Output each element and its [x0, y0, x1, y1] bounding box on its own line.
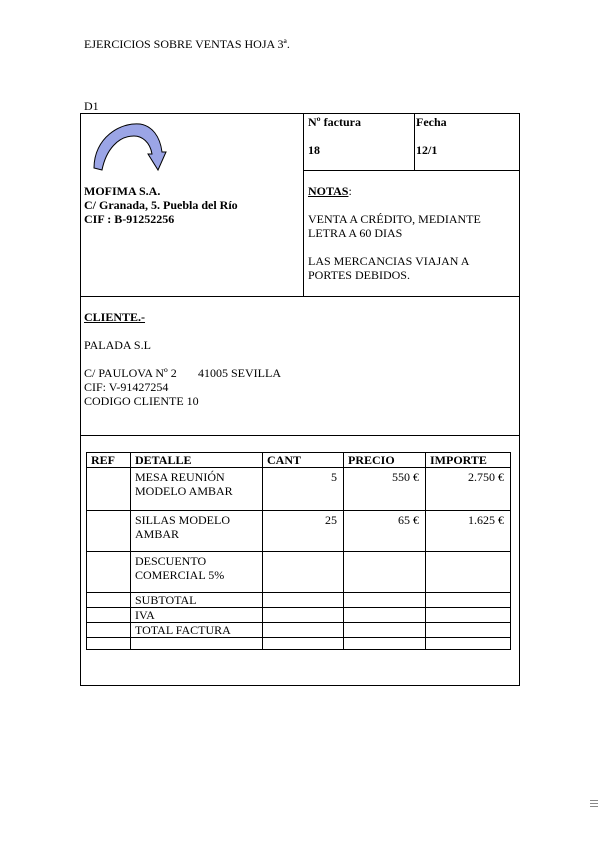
- company-address: C/ Granada, 5. Puebla del Río: [84, 198, 238, 212]
- header-divider-vertical: [303, 114, 304, 296]
- company-client-divider: [81, 296, 520, 297]
- invoice-date: 12/1: [416, 143, 438, 157]
- document-title: EJERCICIOS SOBRE VENTAS HOJA 3ª.: [84, 37, 290, 51]
- invoice-number-label: Nº factura: [308, 115, 361, 129]
- notes-line-1a: VENTA A CRÉDITO, MEDIANTE: [308, 212, 481, 226]
- row-price: 550 €: [344, 468, 426, 511]
- row-amount: 2.750 €: [426, 468, 511, 511]
- iva-label: IVA: [131, 608, 263, 623]
- row-ref: [87, 552, 131, 593]
- client-label: CLIENTE.-: [84, 310, 146, 324]
- client-table-divider: [81, 435, 520, 436]
- notes-heading: [308, 184, 352, 198]
- invoice-items-table: [86, 452, 511, 650]
- header-detail: DETALLE: [131, 453, 263, 468]
- total-row: [87, 623, 511, 638]
- invoice-number: 18: [308, 143, 320, 157]
- invoice-info-divider: [303, 170, 520, 171]
- table-row: [87, 552, 511, 593]
- subtotal-row: [87, 593, 511, 608]
- notes-label: NOTAS: [308, 184, 349, 198]
- iva-row: [87, 608, 511, 623]
- invoice-date-label: Fecha: [416, 115, 447, 129]
- row-detail-line: SILLAS MODELO: [135, 513, 230, 527]
- notes-colon: :: [348, 184, 352, 198]
- row-price: [344, 552, 426, 593]
- row-amount: [426, 552, 511, 593]
- row-detail-line: MODELO AMBAR: [135, 484, 233, 498]
- header-price: PRECIO: [344, 453, 426, 468]
- client-name: PALADA S.L: [84, 338, 151, 352]
- subtotal-label: SUBTOTAL: [131, 593, 263, 608]
- client-city: 41005 SEVILLA: [198, 366, 281, 380]
- notes-line-2a: LAS MERCANCIAS VIAJAN A: [308, 254, 470, 268]
- row-detail-line: AMBAR: [135, 527, 180, 541]
- row-detail-line: DESCUENTO: [135, 554, 207, 568]
- total-label: TOTAL FACTURA: [131, 623, 263, 638]
- row-qty: 25: [263, 511, 344, 552]
- company-logo-icon: [90, 118, 168, 176]
- notes-line-1b: LETRA A 60 DIAS: [308, 226, 403, 240]
- row-detail: [131, 468, 263, 511]
- row-detail-line: COMERCIAL 5%: [135, 568, 225, 582]
- company-name: MOFIMA S.A.: [84, 184, 161, 198]
- row-price: 65 €: [344, 511, 426, 552]
- header-amount: IMPORTE: [426, 453, 511, 468]
- row-detail: [131, 552, 263, 593]
- row-amount: 1.625 €: [426, 511, 511, 552]
- notes-line-2b: PORTES DEBIDOS.: [308, 268, 410, 282]
- table-header-row: [87, 453, 511, 468]
- company-cif: CIF : B-91252256: [84, 212, 175, 226]
- header-ref: REF: [87, 453, 131, 468]
- row-detail-line: MESA REUNIÓN: [135, 470, 225, 484]
- table-row: [87, 511, 511, 552]
- client-street: C/ PAULOVA Nº 2: [84, 366, 177, 380]
- row-qty: 5: [263, 468, 344, 511]
- header-qty: CANT: [263, 453, 344, 468]
- row-ref: [87, 468, 131, 511]
- row-qty: [263, 552, 344, 593]
- row-detail: [131, 511, 263, 552]
- client-code: CODIGO CLIENTE 10: [84, 394, 199, 408]
- row-ref: [87, 511, 131, 552]
- number-date-divider: [414, 114, 415, 170]
- document-code: D1: [84, 99, 99, 113]
- table-row: [87, 468, 511, 511]
- blank-row: [87, 638, 511, 650]
- client-cif: CIF: V-91427254: [84, 380, 169, 394]
- scroll-grip-icon[interactable]: [590, 800, 598, 810]
